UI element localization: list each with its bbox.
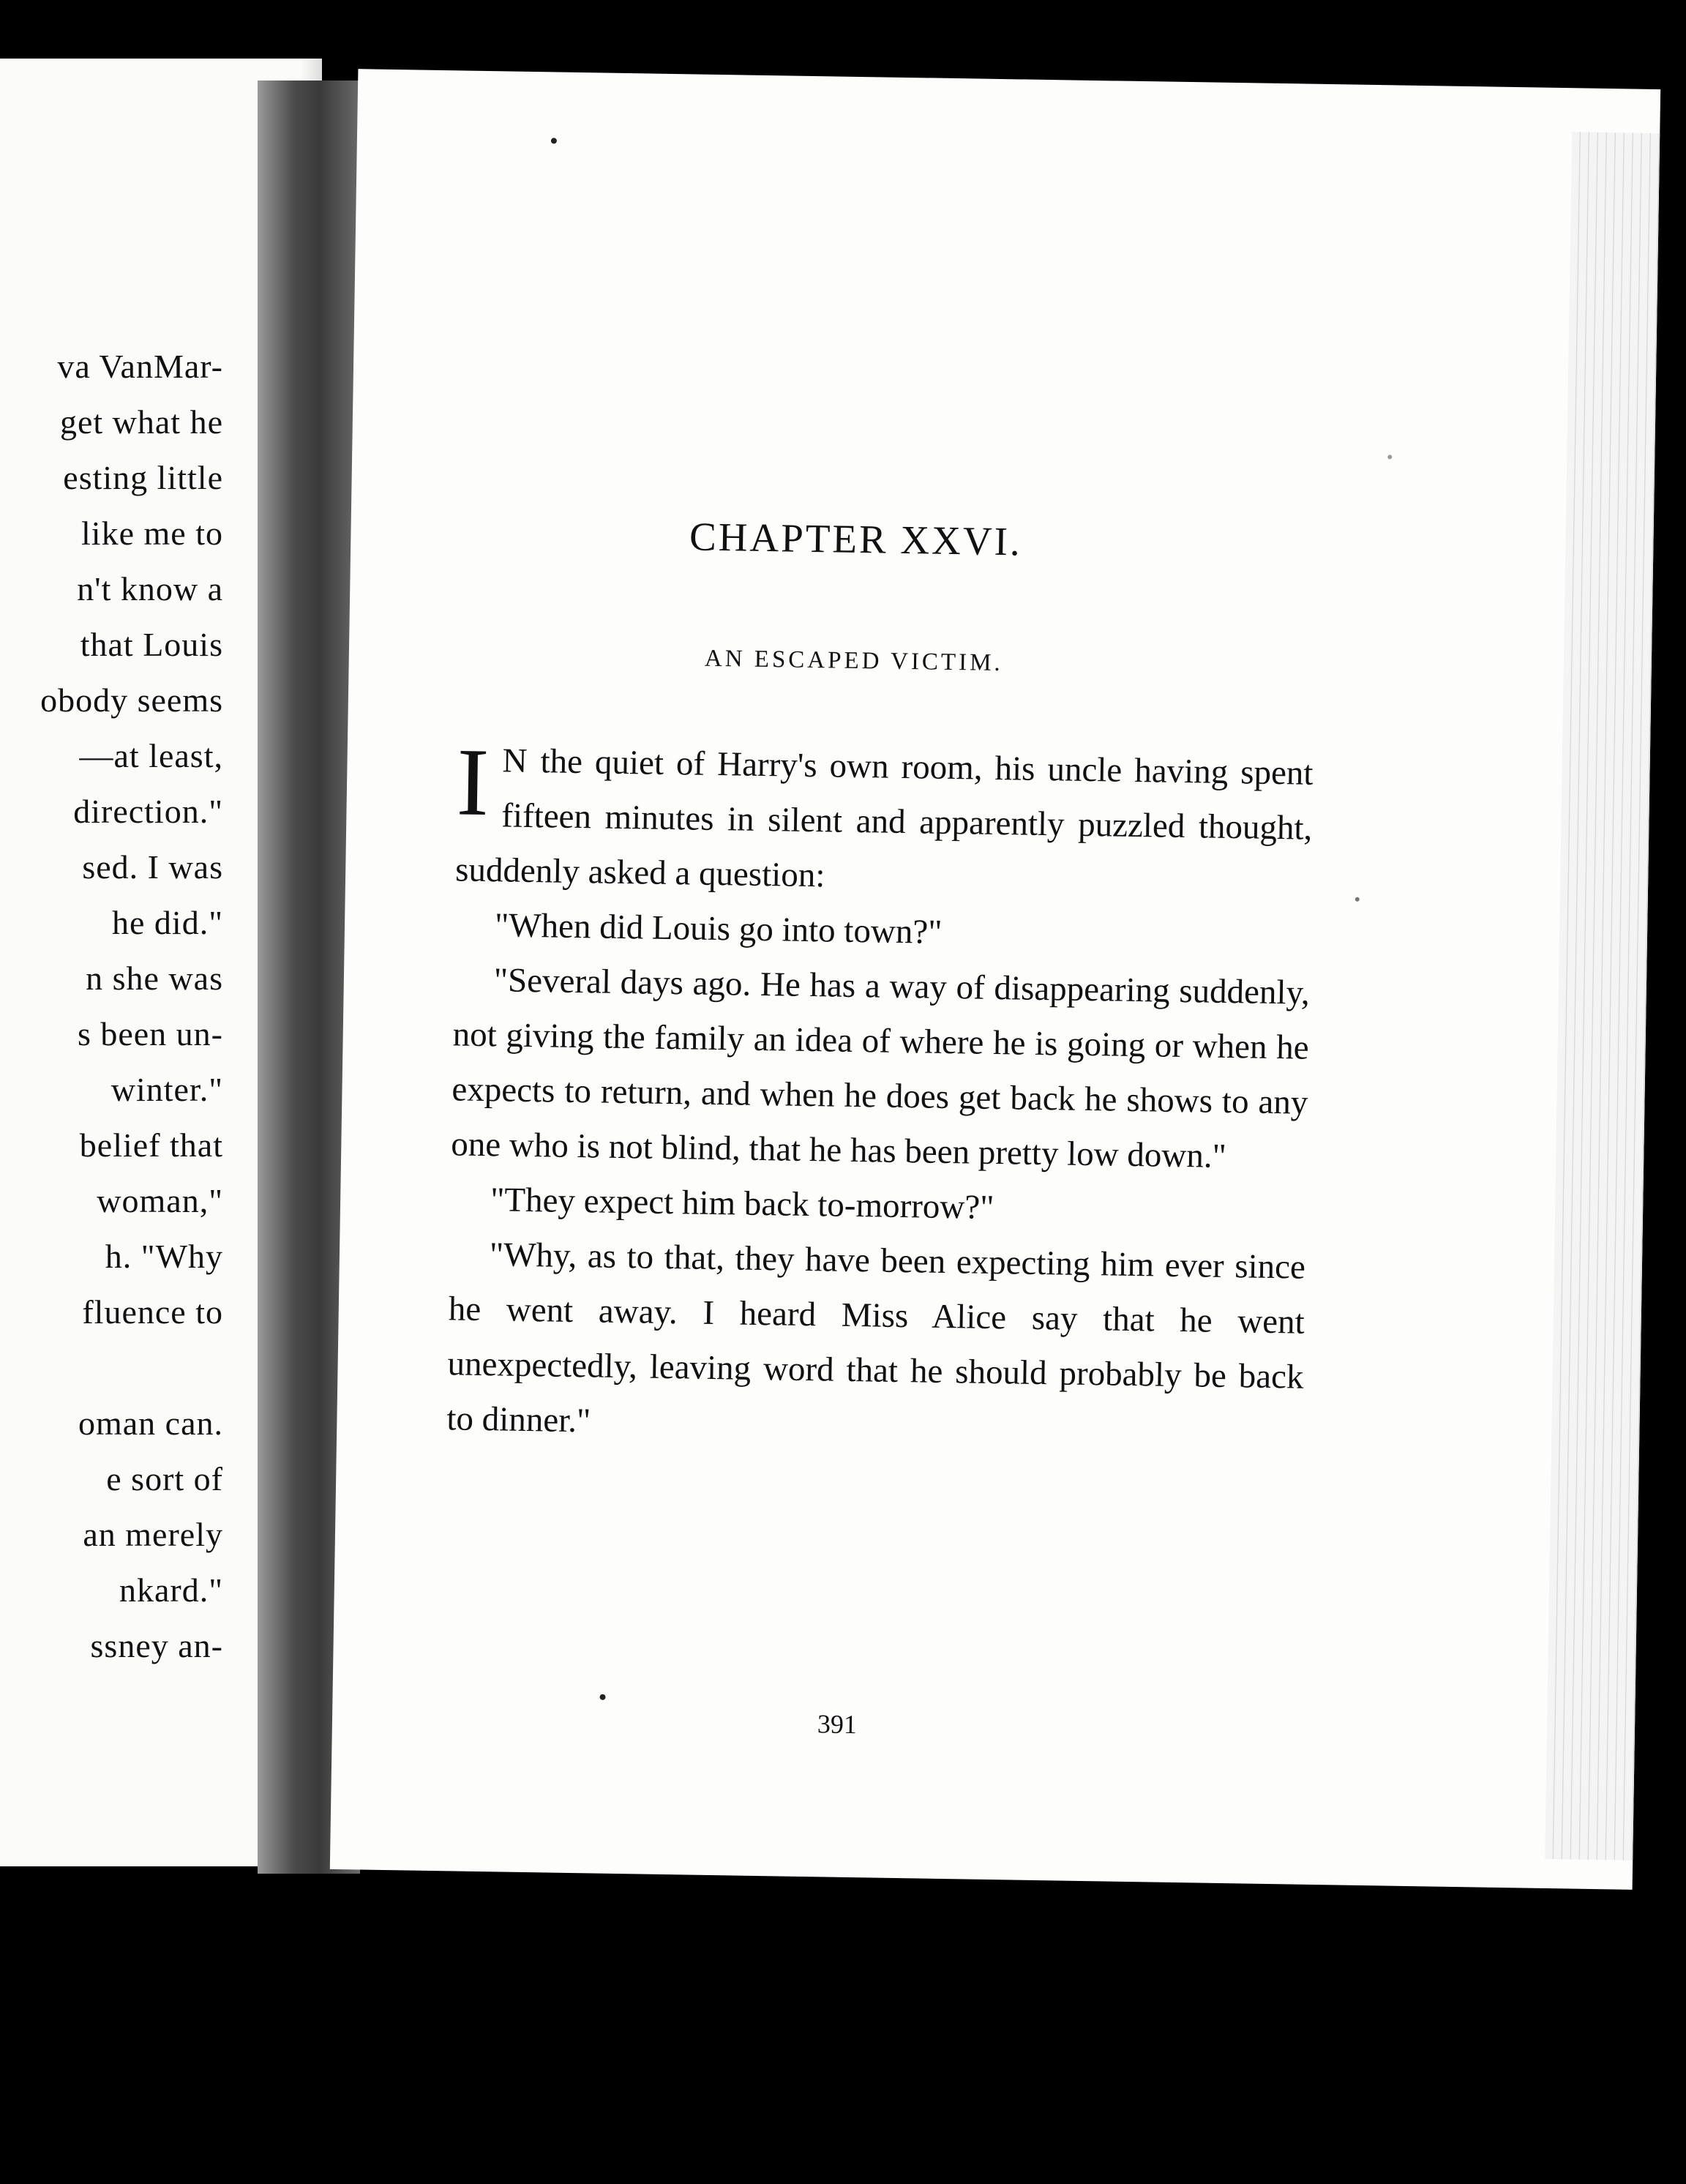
left-page-line: direction." <box>73 793 223 830</box>
paragraph: "When did Louis go into town?" <box>494 906 943 951</box>
left-page-line: s been un- <box>77 1015 223 1052</box>
left-page-line: h. "Why <box>105 1238 223 1275</box>
left-page-line: va VanMar- <box>57 348 223 385</box>
chapter-subtitle: AN ESCAPED VICTIM. <box>704 645 1003 677</box>
drop-cap: I <box>455 728 490 837</box>
right-page <box>330 69 1660 1890</box>
opening-small-caps: N <box>502 741 528 780</box>
opening-paragraph-text: the quiet of Harry's own room, his uncle having spent fifteen minutes in silent and apparently puzzled thought, suddenly asked a question: <box>454 741 1314 895</box>
scan-speck <box>1355 897 1360 902</box>
left-page-line: n't know a <box>77 570 223 607</box>
page-fore-edge <box>1545 132 1660 1860</box>
left-page-line: like me to <box>81 515 223 552</box>
page-number: 391 <box>817 1709 858 1740</box>
left-page-line: get what he <box>59 403 223 441</box>
opening-paragraph <box>454 728 1314 910</box>
left-page-line: ssney an- <box>90 1627 223 1664</box>
left-page-line: woman," <box>97 1182 223 1219</box>
left-page-line: —at least, <box>79 737 223 774</box>
left-page-line: nkard." <box>119 1571 223 1609</box>
left-page-line: oman can. <box>78 1405 223 1442</box>
paragraph: "They expect him back to-morrow?" <box>490 1181 994 1227</box>
paragraph: "Why, as to that, they have been expecting him ever since he went away. I heard Miss Alice say that he went unexpectedly, leaving word that he should probably be back to dinner." <box>446 1235 1306 1440</box>
left-page-line: e sort of <box>106 1460 223 1497</box>
left-page-line: he did." <box>112 904 223 941</box>
scan-speck <box>1387 455 1392 459</box>
left-page-line: an merely <box>83 1516 223 1553</box>
left-page-line: sed. I was <box>82 848 223 886</box>
left-page-line: obody seems <box>40 681 223 719</box>
scan-speck <box>599 1694 605 1700</box>
right-page-content <box>431 70 1314 1740</box>
left-page-line: winter." <box>110 1071 223 1108</box>
left-page-line: belief that <box>79 1126 223 1164</box>
paragraph: "Several days ago. He has a way of disappearing suddenly, not giving the family an idea of where he is going or when he expects to return, and when he does get back he shows to any one who is not blind, that he has been pretty low down." <box>450 961 1311 1175</box>
chapter-title: CHAPTER XXVI. <box>689 514 1023 564</box>
left-page-line: n she was <box>86 960 223 997</box>
scan-speck <box>551 138 557 143</box>
left-page-line: that Louis <box>80 626 223 663</box>
left-page-line: fluence to <box>82 1293 223 1331</box>
chapter-body <box>446 728 1314 1459</box>
left-page-line: esting little <box>63 459 223 496</box>
